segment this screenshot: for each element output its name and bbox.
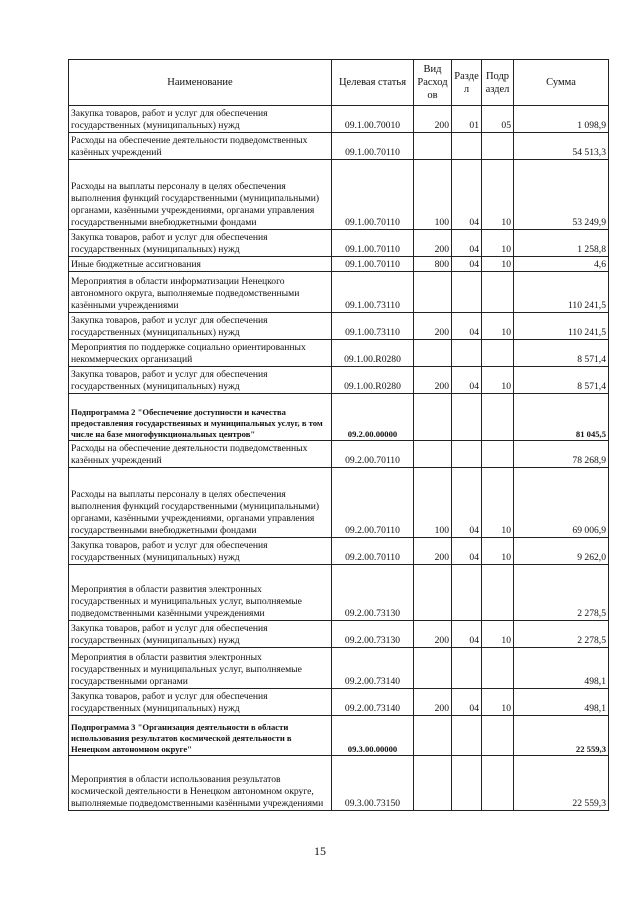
row-type: 200 xyxy=(414,538,452,565)
row-name: Мероприятия в области использования результатов космической деятельности в Ненецком автономном округе, выполняемые подведомственными казёнными учреждениями xyxy=(69,756,332,811)
table-header-row xyxy=(69,60,609,106)
row-subsection: 10 xyxy=(482,621,514,648)
row-type: 200 xyxy=(414,106,452,133)
table-row xyxy=(69,756,609,811)
row-sum: 8 571,4 xyxy=(514,367,609,394)
row-target: 09.2.00.73140 xyxy=(332,689,414,716)
table-row xyxy=(69,106,609,133)
row-sum: 1 098,9 xyxy=(514,106,609,133)
table-row xyxy=(69,689,609,716)
row-type xyxy=(414,716,452,756)
row-name: Закупка товаров, работ и услуг для обеспечения государственных (муниципальных) нужд xyxy=(69,313,332,340)
budget-table xyxy=(68,59,609,811)
row-sum: 8 571,4 xyxy=(514,340,609,367)
table-row xyxy=(69,367,609,394)
row-section xyxy=(452,441,482,468)
row-type: 200 xyxy=(414,621,452,648)
row-target: 09.3.00.00000 xyxy=(332,716,414,756)
row-target: 09.2.00.73130 xyxy=(332,565,414,621)
row-subsection: 10 xyxy=(482,689,514,716)
row-subsection xyxy=(482,565,514,621)
row-name: Подпрограмма 2 "Обеспечение доступности и качества предоставления государственных и муниципальных услуг, в том числе на базе многофункциональных центров" xyxy=(69,394,332,441)
row-target: 09.1.00.70110 xyxy=(332,133,414,160)
row-name: Мероприятия в области развития электронных государственных и муниципальных услуг, выполняемые государственными органами xyxy=(69,648,332,689)
row-subsection xyxy=(482,756,514,811)
row-type: 200 xyxy=(414,230,452,257)
row-name: Иные бюджетные ассигнования xyxy=(69,257,332,272)
header-type: Вид Расход ов xyxy=(414,60,452,106)
header-name: Наименование xyxy=(69,60,332,106)
row-target: 09.3.00.73150 xyxy=(332,756,414,811)
row-name: Расходы на обеспечение деятельности подведомственных казённых учреждений xyxy=(69,133,332,160)
table-row xyxy=(69,160,609,230)
row-subsection xyxy=(482,648,514,689)
row-type xyxy=(414,133,452,160)
row-type xyxy=(414,272,452,313)
row-section: 04 xyxy=(452,313,482,340)
row-subsection: 10 xyxy=(482,538,514,565)
row-section: 04 xyxy=(452,160,482,230)
row-sum: 53 249,9 xyxy=(514,160,609,230)
row-target: 09.2.00.73130 xyxy=(332,621,414,648)
table-row xyxy=(69,716,609,756)
row-section: 04 xyxy=(452,468,482,538)
row-section xyxy=(452,648,482,689)
row-type: 800 xyxy=(414,257,452,272)
row-section: 04 xyxy=(452,367,482,394)
row-target: 09.2.00.00000 xyxy=(332,394,414,441)
table-row xyxy=(69,257,609,272)
header-section: Разде л xyxy=(452,60,482,106)
row-target: 09.2.00.70110 xyxy=(332,441,414,468)
row-section xyxy=(452,565,482,621)
row-name: Расходы на выплаты персоналу в целях обеспечения выполнения функций государственными (муниципальными) органами, казёнными учреждениями, органами управления государственными внебюджетными фондами xyxy=(69,160,332,230)
row-type xyxy=(414,394,452,441)
row-name: Подпрограмма 3 "Организация деятельности в области использования результатов космической деятельности в Ненецком автономном округе" xyxy=(69,716,332,756)
row-target: 09.1.00.73110 xyxy=(332,272,414,313)
row-name: Закупка товаров, работ и услуг для обеспечения государственных (муниципальных) нужд xyxy=(69,538,332,565)
row-sum: 110 241,5 xyxy=(514,272,609,313)
row-sum: 2 278,5 xyxy=(514,621,609,648)
table-body xyxy=(69,106,609,811)
row-subsection xyxy=(482,272,514,313)
row-subsection xyxy=(482,133,514,160)
row-subsection: 10 xyxy=(482,313,514,340)
row-name: Мероприятия по поддержке социально ориентированных некоммерческих организаций xyxy=(69,340,332,367)
table-row xyxy=(69,648,609,689)
row-name: Мероприятия в области информатизации Ненецкого автономного округа, выполняемые подведомственными казёнными учреждениями xyxy=(69,272,332,313)
row-target: 09.1.00.70010 xyxy=(332,106,414,133)
row-type: 100 xyxy=(414,160,452,230)
row-target: 09.2.00.70110 xyxy=(332,468,414,538)
row-sum: 4,6 xyxy=(514,257,609,272)
row-section xyxy=(452,133,482,160)
row-name: Расходы на выплаты персоналу в целях обеспечения выполнения функций государственными (муниципальными) органами, казёнными учреждениями, органами управления государственными внебюджетными фондами xyxy=(69,468,332,538)
row-sum: 22 559,3 xyxy=(514,716,609,756)
row-subsection: 10 xyxy=(482,468,514,538)
row-subsection: 05 xyxy=(482,106,514,133)
row-sum: 1 258,8 xyxy=(514,230,609,257)
row-target: 09.2.00.70110 xyxy=(332,538,414,565)
table-row xyxy=(69,565,609,621)
row-subsection xyxy=(482,441,514,468)
table-row xyxy=(69,340,609,367)
table-row xyxy=(69,133,609,160)
row-sum: 9 262,0 xyxy=(514,538,609,565)
row-subsection xyxy=(482,340,514,367)
row-subsection: 10 xyxy=(482,257,514,272)
row-section: 04 xyxy=(452,257,482,272)
row-target: 09.2.00.73140 xyxy=(332,648,414,689)
row-type xyxy=(414,565,452,621)
row-target: 09.1.00.70110 xyxy=(332,257,414,272)
table-row xyxy=(69,272,609,313)
row-section xyxy=(452,340,482,367)
row-type xyxy=(414,340,452,367)
header-sum: Сумма xyxy=(514,60,609,106)
row-type: 200 xyxy=(414,313,452,340)
table-row xyxy=(69,394,609,441)
table-row xyxy=(69,313,609,340)
row-name: Закупка товаров, работ и услуг для обеспечения государственных (муниципальных) нужд xyxy=(69,230,332,257)
row-name: Мероприятия в области развития электронных государственных и муниципальных услуг, выполняемые подведомственными казёнными учреждениями xyxy=(69,565,332,621)
row-sum: 78 268,9 xyxy=(514,441,609,468)
row-section: 04 xyxy=(452,230,482,257)
row-name: Закупка товаров, работ и услуг для обеспечения государственных (муниципальных) нужд xyxy=(69,621,332,648)
row-subsection: 10 xyxy=(482,367,514,394)
row-name: Закупка товаров, работ и услуг для обеспечения государственных (муниципальных) нужд xyxy=(69,689,332,716)
table-row xyxy=(69,538,609,565)
row-section xyxy=(452,272,482,313)
row-target: 09.1.00.73110 xyxy=(332,313,414,340)
row-section: 01 xyxy=(452,106,482,133)
row-sum: 81 045,5 xyxy=(514,394,609,441)
header-subsection: Подр аздел xyxy=(482,60,514,106)
row-subsection xyxy=(482,716,514,756)
row-type: 100 xyxy=(414,468,452,538)
row-name: Закупка товаров, работ и услуг для обеспечения государственных (муниципальных) нужд xyxy=(69,367,332,394)
row-section: 04 xyxy=(452,689,482,716)
table-row xyxy=(69,441,609,468)
row-sum: 498,1 xyxy=(514,689,609,716)
table-row xyxy=(69,230,609,257)
header-target: Целевая статья xyxy=(332,60,414,106)
row-type xyxy=(414,441,452,468)
row-section xyxy=(452,394,482,441)
row-name: Закупка товаров, работ и услуг для обеспечения государственных (муниципальных) нужд xyxy=(69,106,332,133)
row-subsection xyxy=(482,394,514,441)
row-target: 09.1.00.R0280 xyxy=(332,340,414,367)
row-target: 09.1.00.70110 xyxy=(332,160,414,230)
table-row xyxy=(69,468,609,538)
row-subsection: 10 xyxy=(482,160,514,230)
row-type: 200 xyxy=(414,367,452,394)
row-sum: 2 278,5 xyxy=(514,565,609,621)
row-sum: 498,1 xyxy=(514,648,609,689)
row-section: 04 xyxy=(452,538,482,565)
row-section xyxy=(452,716,482,756)
row-subsection: 10 xyxy=(482,230,514,257)
row-name: Расходы на обеспечение деятельности подведомственных казённых учреждений xyxy=(69,441,332,468)
row-target: 09.1.00.70110 xyxy=(332,230,414,257)
row-type xyxy=(414,756,452,811)
row-sum: 54 513,3 xyxy=(514,133,609,160)
row-sum: 110 241,5 xyxy=(514,313,609,340)
page-number: 15 xyxy=(314,844,326,858)
row-sum: 69 006,9 xyxy=(514,468,609,538)
row-sum: 22 559,3 xyxy=(514,756,609,811)
table-row xyxy=(69,621,609,648)
row-section: 04 xyxy=(452,621,482,648)
row-type: 200 xyxy=(414,689,452,716)
row-section xyxy=(452,756,482,811)
row-type xyxy=(414,648,452,689)
row-target: 09.1.00.R0280 xyxy=(332,367,414,394)
